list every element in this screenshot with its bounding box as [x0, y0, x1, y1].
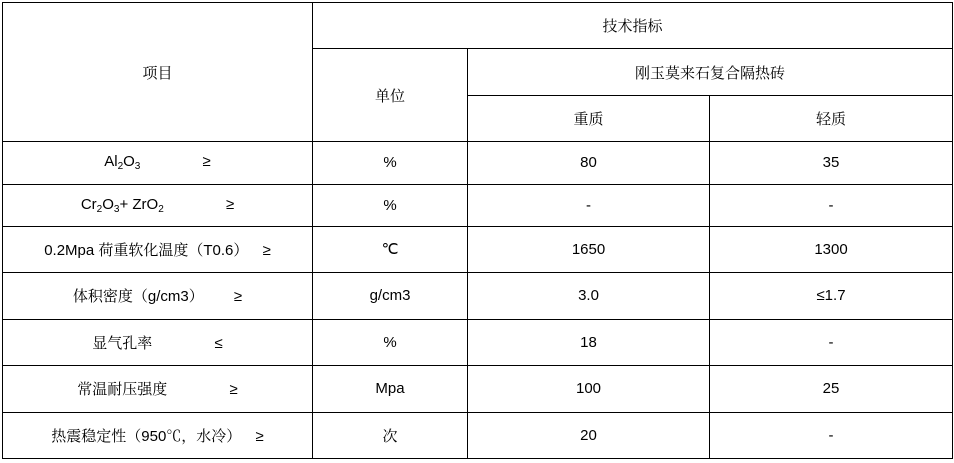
row-item-symbol: ≥: [202, 153, 211, 171]
row-item-symbol: ≤: [214, 334, 223, 352]
row-item-symbol: ≥: [255, 427, 264, 445]
header-spec: 技术指标: [313, 3, 953, 49]
row-item-symbol: ≥: [225, 195, 235, 213]
table-row: [3, 319, 953, 365]
row-item-label: $Cr_2O_3+ ZrO_2$: [80, 195, 164, 215]
row-item-cell: [3, 184, 313, 226]
row-light-value: ≤1.7: [710, 273, 953, 319]
row-unit: %: [313, 319, 468, 365]
row-item-cell: [3, 273, 313, 319]
row-unit: %: [313, 184, 468, 226]
row-item-symbol: ≥: [229, 381, 238, 399]
row-item-symbol: ≥: [233, 288, 243, 306]
row-item-cell: [3, 366, 313, 412]
row-unit: ℃: [313, 226, 468, 272]
row-item-symbol: ≥: [262, 241, 271, 259]
table-row: [3, 226, 953, 272]
header-product: 刚玉莫来石复合隔热砖: [468, 49, 953, 95]
row-light-value: 1300: [710, 226, 953, 272]
spec-table-page: [0, 2, 954, 463]
row-heavy-value: 18: [468, 319, 710, 365]
row-heavy-value: 3.0: [468, 273, 710, 319]
row-item-cell: [3, 319, 313, 365]
row-item-label: 常温耐压强度: [77, 381, 168, 399]
header-unit: 单位: [313, 49, 468, 142]
header-light: 轻质: [710, 95, 953, 141]
row-light-value: -: [710, 184, 953, 226]
row-unit: Mpa: [313, 366, 468, 412]
table-row: [3, 273, 953, 319]
technical-spec-table: [2, 2, 953, 459]
row-heavy-value: 80: [468, 142, 710, 184]
table-row: [3, 184, 953, 226]
row-heavy-value: 100: [468, 366, 710, 412]
row-heavy-value: 1650: [468, 226, 710, 272]
row-item-label: 体积密度（g/cm3）: [72, 288, 204, 306]
table-row: [3, 142, 953, 184]
row-light-value: 25: [710, 366, 953, 412]
row-item-cell: [3, 226, 313, 272]
row-item-cell: [3, 412, 313, 459]
row-item-label: 热震稳定性（950℃，水冷）: [51, 427, 242, 445]
row-light-value: -: [710, 319, 953, 365]
header-item: 项目: [3, 3, 313, 142]
row-item-label: $Al_2O_3$: [104, 153, 141, 173]
table-header-row-1: [3, 3, 953, 49]
row-light-value: -: [710, 412, 953, 459]
table-row: [3, 412, 953, 459]
table-row: [3, 366, 953, 412]
row-item-cell: [3, 142, 313, 184]
row-unit: %: [313, 142, 468, 184]
row-item-label: 显气孔率: [92, 334, 153, 352]
row-item-label: 0.2Mpa 荷重软化温度（T0.6）: [44, 241, 249, 259]
row-heavy-value: 20: [468, 412, 710, 459]
row-unit: g/cm3: [313, 273, 468, 319]
header-heavy: 重质: [468, 95, 710, 141]
row-heavy-value: -: [468, 184, 710, 226]
row-light-value: 35: [710, 142, 953, 184]
row-unit: 次: [313, 412, 468, 459]
